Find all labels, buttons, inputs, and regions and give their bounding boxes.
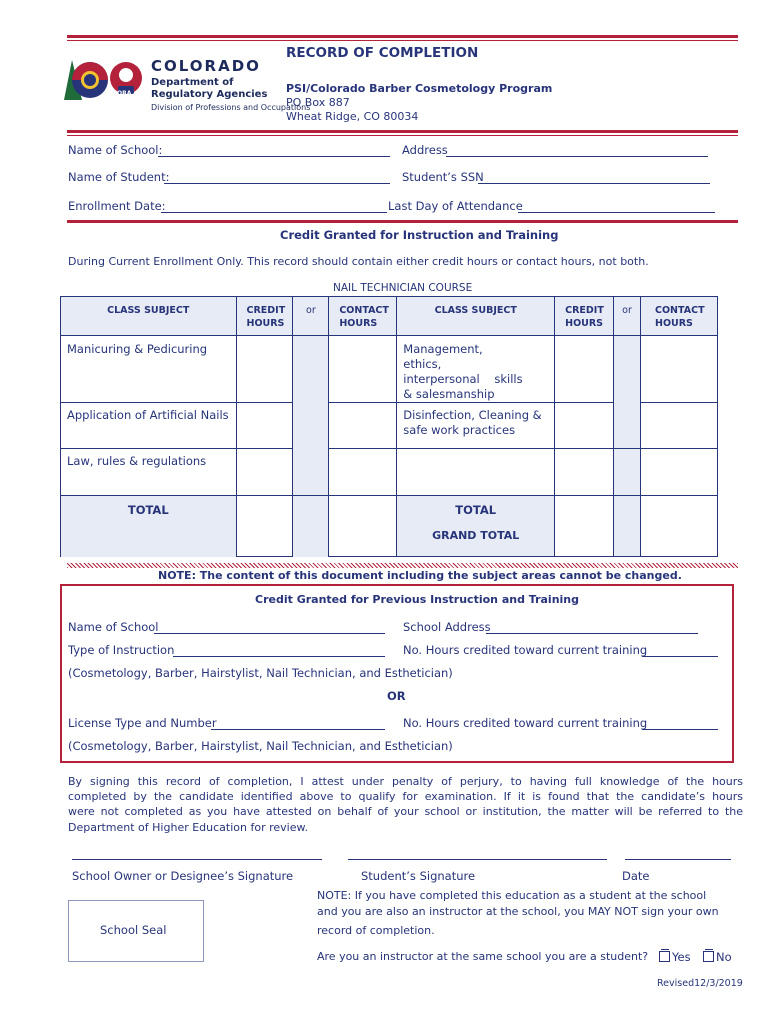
student-signature-line[interactable]	[348, 859, 607, 860]
type-of-instruction-field[interactable]	[173, 656, 385, 657]
credit-hours-cell[interactable]	[555, 403, 614, 449]
student-ssn-field[interactable]	[478, 183, 710, 184]
contact-hours-cell[interactable]	[329, 336, 397, 403]
address-label: Address	[402, 143, 448, 157]
no-option[interactable]	[703, 950, 732, 964]
types-list-1: (Cosmetology, Barber, Hairstylist, Nail Technician, and Esthetician)	[68, 666, 453, 680]
col-header-class-subject-right: CLASS SUBJECT	[397, 297, 555, 336]
prev-name-of-school-field[interactable]	[154, 633, 385, 634]
contact-hours-cell[interactable]	[329, 403, 397, 449]
header-bottom-rule-thin	[67, 135, 738, 136]
attestation-paragraph: By signing this record of completion, I attest under penalty of perjury, to having full knowledge of the hours completed by the candidate identified above to qualify for examination. If it is found that the candidate’s hours were not completed as you have attested on behalf of your school or institution, the matter will be referred to the Department of Higher Education for review.	[68, 775, 743, 834]
course-title: NAIL TECHNICIAN COURSE	[333, 282, 473, 294]
contact-hours-cell[interactable]	[329, 449, 397, 496]
prev-name-of-school-label: Name of School	[68, 620, 159, 634]
name-of-school-field[interactable]	[158, 156, 390, 157]
last-day-field[interactable]	[518, 212, 715, 213]
name-of-school-label: Name of School:	[68, 143, 163, 157]
header-top-rule	[67, 35, 738, 38]
student-signature-label: Student’s Signature	[361, 869, 476, 883]
total-credit-right[interactable]	[555, 496, 614, 557]
empty-subject-cell	[397, 449, 555, 496]
note-text: NOTE: The content of this document including the subject areas cannot be changed.	[158, 569, 682, 582]
form-title: RECORD OF COMPLETION	[286, 45, 479, 61]
total-credit-left[interactable]	[236, 496, 293, 557]
previous-credit-heading: Credit Granted for Previous Instruction and Training	[255, 593, 580, 606]
subject-cell: Application of Artificial Nails	[61, 403, 237, 449]
note-hatch-rule	[67, 563, 738, 568]
current-credit-instruction: During Current Enrollment Only. This record should contain either credit hours or contact hours, not both.	[68, 255, 649, 268]
license-type-label: License Type and Number	[68, 716, 217, 730]
name-of-student-field[interactable]	[164, 183, 390, 184]
date-line[interactable]	[625, 859, 731, 860]
grand-total-label: GRAND TOTAL	[432, 529, 520, 542]
subject-cell: Manicuring & Pedicuring	[61, 336, 237, 403]
yes-label: Yes	[672, 950, 691, 964]
col-header-credit-right: CREDIT HOURS	[555, 297, 614, 336]
name-of-student-label: Name of Student:	[68, 170, 170, 184]
license-type-field[interactable]	[211, 729, 385, 730]
colorado-wordmark: COLORADO	[151, 57, 261, 75]
school-seal-label: School Seal	[100, 923, 167, 937]
no-label: No	[716, 950, 732, 964]
instructor-note-line3: record of completion.	[317, 924, 435, 937]
or-text: OR	[387, 689, 406, 703]
hours-credited-label-2: No. Hours credited toward current training	[403, 716, 648, 730]
credit-hours-cell[interactable]	[555, 449, 614, 496]
credit-hours-cell[interactable]	[236, 449, 293, 496]
col-header-credit-left: CREDIT HOURS	[236, 297, 293, 336]
col-header-contact-right: CONTACT HOURS	[641, 297, 718, 336]
hours-credited-label-1: No. Hours credited toward current training	[403, 643, 648, 657]
header-top-rule-thin	[67, 40, 738, 41]
contact-hours-cell[interactable]	[641, 336, 718, 403]
credit-hours-cell[interactable]	[236, 403, 293, 449]
instructor-note-line1: NOTE: If you have completed this education as a student at the school	[317, 889, 707, 902]
or-cell	[293, 336, 329, 496]
owner-signature-line[interactable]	[72, 859, 322, 860]
nail-course-table	[60, 296, 718, 557]
hours-credited-field-2[interactable]	[642, 729, 718, 730]
owner-signature-label: School Owner or Designee’s Signature	[72, 869, 294, 883]
or-cell	[614, 336, 641, 449]
prev-school-address-field[interactable]	[486, 633, 698, 634]
student-ssn-label: Student’s SSN	[402, 170, 484, 184]
dept-line2: Regulatory Agencies	[151, 89, 268, 100]
prev-school-address-label: School Address	[403, 620, 491, 634]
total-label-left: TOTAL	[61, 496, 237, 557]
colorado-logo	[60, 56, 150, 106]
school-seal-box[interactable]	[68, 900, 204, 962]
contact-hours-cell[interactable]	[641, 449, 718, 496]
division-text: Division of Professions and Occupations	[151, 103, 311, 112]
yes-checkbox[interactable]	[659, 951, 670, 962]
col-header-or-left: or	[293, 297, 329, 336]
instructor-note-line2: and you are also an instructor at the school, you MAY NOT sign your own	[317, 905, 719, 918]
city-zip: Wheat Ridge, CO 80034	[286, 110, 419, 123]
address-field[interactable]	[446, 156, 708, 157]
enrollment-date-field[interactable]	[161, 212, 387, 213]
subject-cell: Management, ethics, interpersonal skills & salesmanship	[397, 336, 555, 403]
total-contact-right[interactable]	[641, 496, 718, 557]
no-checkbox[interactable]	[703, 951, 714, 962]
or-cell	[614, 496, 641, 557]
instructor-question: Are you an instructor at the same school you are a student?	[317, 950, 649, 963]
col-header-contact-left: CONTACT HOURS	[329, 297, 397, 336]
enrollment-date-label: Enrollment Date:	[68, 199, 166, 213]
subject-cell: Law, rules & regulations	[61, 449, 237, 496]
hours-credited-field-1[interactable]	[642, 656, 718, 657]
subject-cell: Disinfection, Cleaning & safe work practices	[397, 403, 555, 449]
po-box: PO Box 887	[286, 96, 350, 109]
last-day-label: Last Day of Attendance	[388, 199, 523, 213]
header-bottom-rule	[67, 130, 738, 133]
dora-badge: DORA	[112, 90, 132, 97]
date-label: Date	[622, 869, 650, 883]
program-name: PSI/Colorado Barber Cosmetology Program	[286, 82, 553, 95]
total-contact-left[interactable]	[329, 496, 397, 557]
current-credit-heading: Credit Granted for Instruction and Training	[280, 228, 559, 242]
col-header-or-right: or	[614, 297, 641, 336]
yes-option[interactable]	[659, 950, 691, 964]
or-cell	[614, 449, 641, 496]
types-list-2: (Cosmetology, Barber, Hairstylist, Nail Technician, and Esthetician)	[68, 739, 453, 753]
type-of-instruction-label: Type of Instruction	[68, 643, 175, 657]
credit-hours-cell[interactable]	[236, 336, 293, 403]
total-label-right: TOTAL GRAND TOTAL	[397, 496, 555, 557]
revised-date: Revised12/3/2019	[657, 978, 743, 989]
contact-hours-cell[interactable]	[641, 403, 718, 449]
section-rule	[67, 220, 738, 223]
credit-hours-cell[interactable]	[555, 336, 614, 403]
dept-line1: Department of	[151, 77, 234, 88]
col-header-class-subject-left: CLASS SUBJECT	[61, 297, 237, 336]
or-cell	[293, 496, 329, 557]
